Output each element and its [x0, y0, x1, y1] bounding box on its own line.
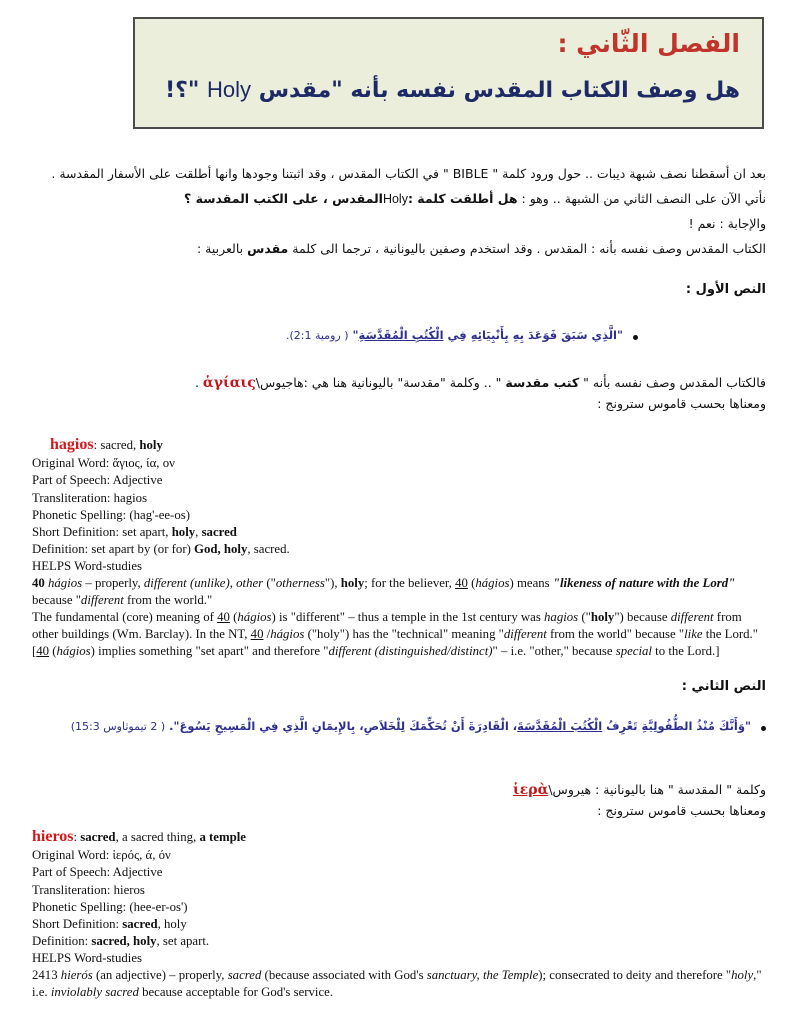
hi1-10: inviolably sacred [50, 984, 139, 999]
verse-romans-text [286, 326, 623, 345]
h2-20: 40 [36, 644, 50, 659]
h2-24: different (distinguished/distinct) [328, 644, 493, 659]
h2-3: ( [229, 610, 238, 625]
hieros-headline-temple: a temple [199, 830, 246, 844]
bullet-icon [761, 726, 766, 731]
section2-strongs-intro [22, 800, 766, 822]
hagios-helps-paragraph-2 [32, 609, 766, 660]
hagios-def-a: Definition: set apart by (or for) [32, 541, 195, 556]
section1-strongs-intro [22, 393, 766, 415]
h2-16: different [503, 627, 547, 642]
h2-19: the Lord." [ [32, 627, 758, 659]
h1-14: "likeness of nature with the Lord" [552, 575, 736, 590]
section-heading-second-text [22, 676, 766, 698]
intro-p4-c: بالعربية : [196, 241, 248, 256]
hieros-short-def-a: Short Definition: [32, 916, 123, 931]
verse-2timothy-text [71, 717, 751, 736]
verse-item-2timothy [71, 717, 766, 736]
verse-item-romans [286, 326, 638, 345]
intro-p1-text: بعد ان أسقطنا نصف شبهة ديبات .. حول ورود كلمة " BIBLE " في الكتاب المقدس ، وقد اثبتنا وجودها وانها أطلقت على الأسفار المقدسة . [51, 166, 766, 181]
verse1-reference: ( رومية 2:1). [285, 329, 349, 342]
intro-p3-text: والإجابة : نعم ! [688, 216, 766, 231]
h2-5: ) is "different" – thus a temple in the 1st century was [271, 610, 545, 625]
hieros-headline-a: : [73, 830, 81, 844]
h1-15: because " [32, 592, 81, 607]
hagios-transliteration: Transliteration: hagios [32, 490, 148, 505]
hi1-11: because acceptable for God's service. [138, 984, 334, 999]
h2-11: from other buildings (Wm. Barclay). In the NT, [32, 610, 742, 642]
h1-11: ( [467, 575, 476, 590]
h1-17: from the world." [123, 592, 213, 607]
hagios-def-b: God, holy [194, 541, 248, 556]
hieros-headline-sacred: sacred [80, 830, 116, 844]
hieros-headword: hieros [32, 828, 74, 845]
hagios-definition [32, 541, 766, 558]
hi1-8: holy [731, 967, 754, 982]
hieros-helps-paragraph-1 [32, 967, 766, 1001]
s1-note-a: فالكتاب المقدس وصف نفسه بأنه " [579, 375, 766, 390]
hagios-helps-paragraph-1 [32, 575, 766, 609]
hieros-part-of-speech: Part of Speech: Adjective [32, 865, 163, 880]
verse1-close-quote: " [352, 328, 359, 342]
intro-paragraph-3 [22, 213, 766, 235]
hi1-6: sanctuary, the Temple [426, 967, 539, 982]
hieros-def-c: , set apart. [156, 933, 210, 948]
verse2-close-quote: ". [169, 719, 180, 733]
title-text-before: هل وصف الكتاب المقدس نفسه بأنه "مقدس [251, 77, 740, 103]
h2-22: hágios [56, 644, 91, 659]
s1-note-b: كتب مقدسة [505, 375, 580, 390]
hagios-helps-label: HELPS Word-studies [32, 558, 142, 573]
h2-23: ) implies something "set apart" and therefore " [90, 644, 329, 659]
bullet-icon [633, 335, 638, 340]
h2-10: different [670, 610, 714, 625]
chapter-number-title: الفصل الثّاني : [557, 29, 740, 58]
h2-15: ("holy") has the "technical" meaning " [304, 627, 504, 642]
hagios-short-def-label: Short Definition: set apart, [32, 524, 172, 539]
verse1-underlined-phrase: الْكُتُبِ الْمُقَدَّسَةِ [358, 328, 444, 342]
hagios-short-definition [32, 524, 766, 541]
section1-heading-label: النص الأول : [685, 282, 766, 297]
s2-note-a: وكلمة " المقدسة " هنا باليونانية : هيروس\ [548, 782, 766, 797]
h2-26: special [615, 644, 652, 659]
hagios-headline-a: : sacred, [93, 438, 140, 452]
h1-1: 40 [32, 575, 48, 590]
h1-12: hágios [475, 575, 510, 590]
chapter-question-title [153, 75, 740, 107]
hieros-phonetic-spelling: Phonetic Spelling: (hee-er-os') [32, 899, 188, 914]
h1-16: different [80, 592, 124, 607]
h2-8: holy [590, 610, 615, 625]
intro-p2-b: هل أطلقت كلمة : [407, 191, 518, 206]
hi1-7: ); consecrated to deity and therefore " [538, 967, 732, 982]
hagios-short-def-sacred: sacred [201, 524, 237, 539]
hieros-definition [32, 933, 766, 950]
hi1-5: (because associated with God's [261, 967, 427, 982]
h1-8: holy [340, 575, 365, 590]
section2-note [22, 778, 766, 802]
verse2-part2: ، الْقَادِرَةَ أَنْ تُحَكِّمَكَ لِلْخَلاَصِ، بِالإِيمَانِ الَّذِي فِي الْمَسِيحِ يَسُوعَ [179, 719, 518, 733]
strongs-entry-hagios [32, 434, 766, 660]
h1-7: "), [324, 575, 341, 590]
hi1-9: ," i.e. [32, 967, 762, 999]
h1-13: ) means [509, 575, 553, 590]
h2-14: hágios [270, 627, 305, 642]
hieros-def-b: sacred, holy [91, 933, 157, 948]
intro-p2-c: المقدس ، على الكتب المقدسة ؟ [184, 191, 383, 206]
h2-27: to the Lord.] [651, 644, 720, 659]
hi1-3: (an adjective) – properly, [92, 967, 228, 982]
h2-4: hágios [237, 610, 272, 625]
intro-paragraph-4 [22, 238, 766, 260]
hagios-phonetic-spelling: Phonetic Spelling: (hag'-ee-os) [32, 507, 190, 522]
verse2-underlined-phrase: الْكُتُبَ الْمُقَدَّسَةَ [517, 719, 603, 733]
s1-meaning-line: ومعناها بحسب قاموس سترونج : [597, 396, 766, 411]
hi1-1: 2413 [32, 967, 61, 982]
h2-17: from the world" because " [546, 627, 685, 642]
hieros-short-def-b: sacred [122, 916, 158, 931]
title-text-after: "؟! [165, 77, 208, 103]
hieros-def-a: Definition: [32, 933, 92, 948]
verse2-open-quote: " [745, 719, 751, 733]
verse1-open-quote: " [617, 328, 623, 342]
verse2-reference: ( 2 تيموثاوس 15:3) [70, 720, 166, 733]
intro-p2-holy: Holy [382, 192, 408, 206]
h1-4: different (unlike), other [143, 575, 264, 590]
hi1-4: sacred [227, 967, 262, 982]
hagios-part-of-speech: Part of Speech: Adjective [32, 473, 163, 488]
h1-2: hágios [48, 575, 83, 590]
hieros-headline [32, 826, 766, 847]
hieros-short-definition [32, 916, 766, 933]
s1-note-c: " .. وكلمة "مقدسة" باليونانية هنا هي :هاجيوس\ [255, 375, 506, 390]
section1-note [22, 371, 766, 395]
hieros-helps-label: HELPS Word-studies [32, 950, 142, 965]
s2-meaning-line: ومعناها بحسب قاموس سترونج : [597, 803, 766, 818]
hagios-original-word-label: Original Word: [32, 456, 113, 471]
verse2-part1: وَأَنَّكَ مُنْذُ الطُّفُولِيَّةِ تَعْرِفُ [602, 719, 745, 733]
intro-p4-b: مقدس [247, 241, 289, 256]
h2-18: like [684, 627, 703, 642]
intro-paragraph-1 [22, 163, 766, 185]
chapter-title-box [133, 17, 764, 129]
hagios-original-word-row [32, 455, 766, 472]
h2-1: The fundamental (core) meaning of [32, 610, 218, 625]
hagios-original-word: ἅγιος, ία, ον [112, 456, 175, 471]
h1-10: 40 [455, 575, 468, 590]
greek-word-hagiais: ἁγίαις [202, 375, 256, 391]
h1-3: – properly, [82, 575, 144, 590]
h1-5: (" [263, 575, 276, 590]
h2-25: " – i.e. "other," because [492, 644, 616, 659]
greek-word-hiera: ἱερὰ [512, 782, 549, 798]
hieros-headline-b: , a sacred thing, [115, 830, 200, 844]
h2-12: 40 [250, 627, 264, 642]
h2-2: 40 [217, 610, 230, 625]
h2-6: hagios [544, 610, 579, 625]
hagios-short-def-sep: , [195, 524, 202, 539]
hagios-headword: hagios [50, 436, 94, 453]
hieros-original-word-row [32, 847, 766, 864]
hagios-def-c: , sacred. [247, 541, 290, 556]
h2-9: ") because [614, 610, 671, 625]
hieros-transliteration: Transliteration: hieros [32, 882, 145, 897]
intro-p4-a: الكتاب المقدس وصف نفسه بأنه : المقدس . وقد استخدم وصفين باليونانية ، ترجما الى كلمة [288, 241, 766, 256]
h2-7: (" [578, 610, 591, 625]
section-heading-first-text [22, 279, 766, 301]
hi1-2: hierós [60, 967, 93, 982]
intro-paragraph-2 [22, 188, 766, 211]
s1-note-d: . [194, 375, 203, 390]
hagios-short-def-holy: holy [171, 524, 196, 539]
h2-13: / [263, 627, 271, 642]
h1-6: otherness [275, 575, 325, 590]
hieros-short-def-c: , holy [157, 916, 187, 931]
section2-heading-label: النص الثاني : [681, 679, 766, 694]
verse1-part1: الَّذِي سَبَقَ فَوَعَدَ بِهِ بِأَنْبِيَائِهِ فِي [443, 328, 617, 342]
hagios-headline [32, 434, 766, 455]
hagios-headline-b: holy [139, 438, 163, 452]
title-word-holy: Holy [207, 76, 252, 102]
hieros-original-word-label: Original Word: [32, 848, 113, 863]
hieros-original-word: ἱερός, ά, όν [112, 848, 171, 863]
strongs-entry-hieros [32, 826, 766, 1001]
h1-9: ; for the believer, [364, 575, 456, 590]
intro-p2-a: نأتي الآن على النصف الثاني من الشبهة .. وهو : [517, 191, 766, 206]
h2-21: ( [49, 644, 57, 659]
